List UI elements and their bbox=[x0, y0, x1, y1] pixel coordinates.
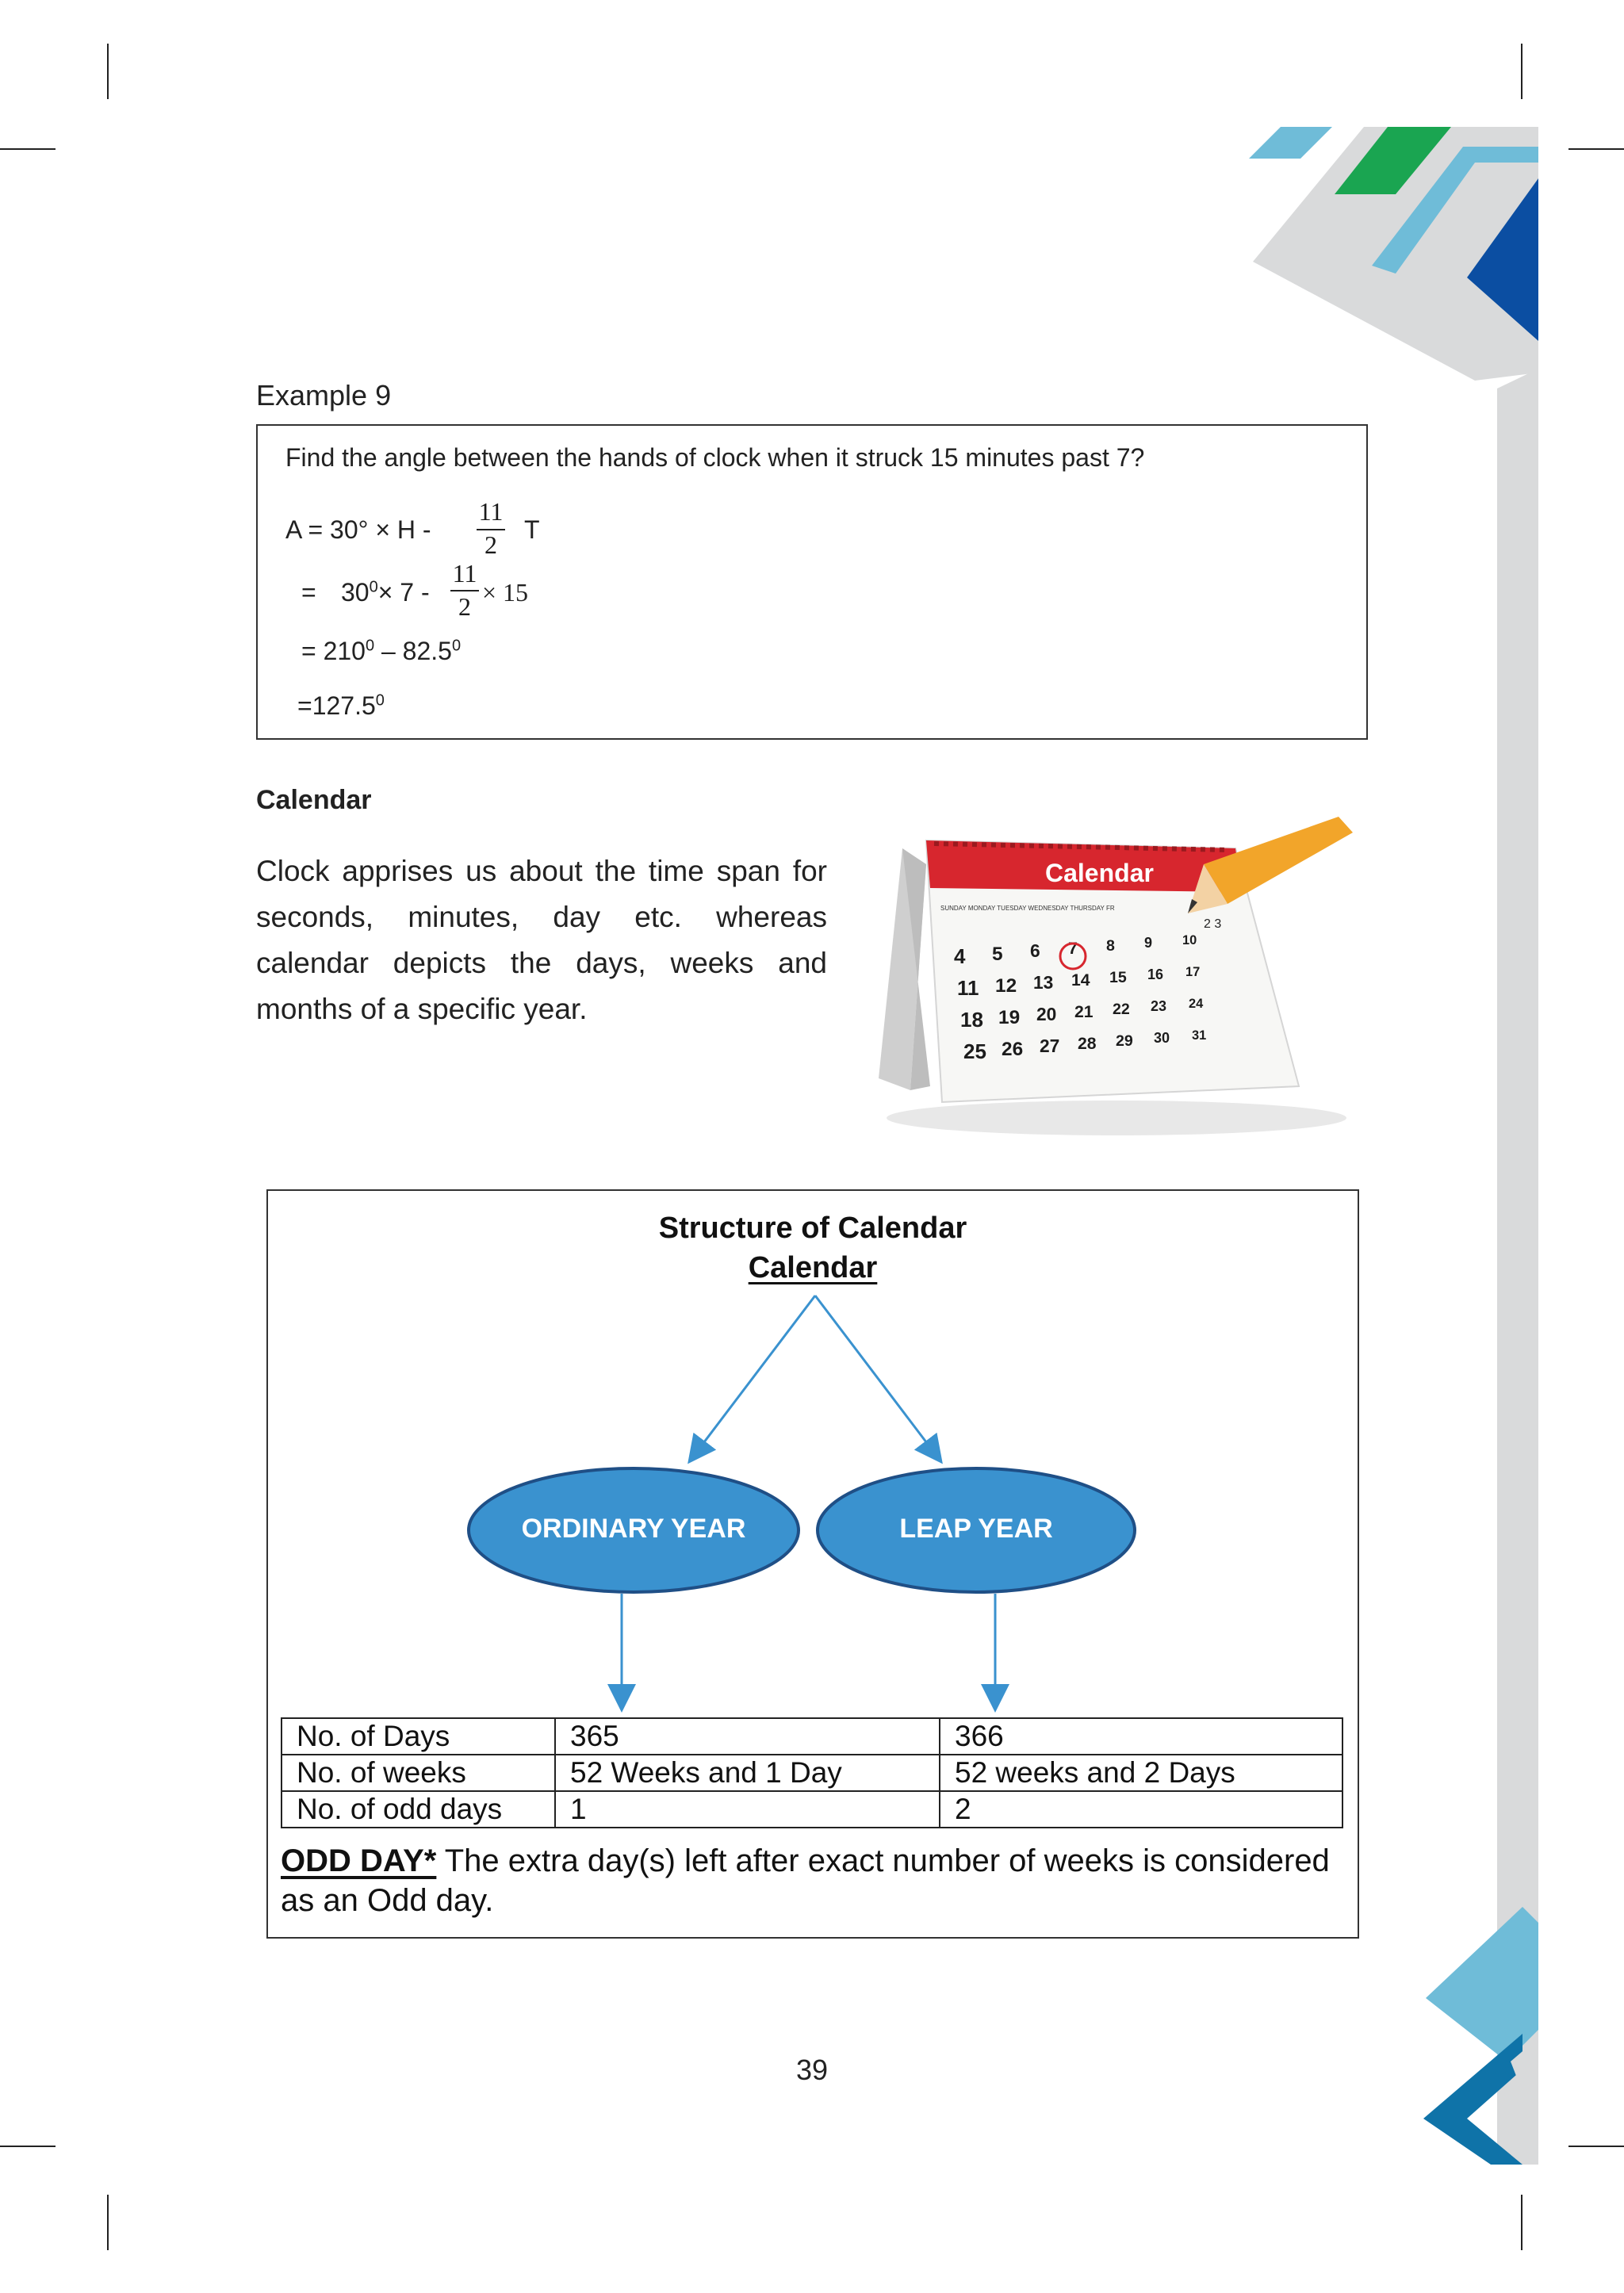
fraction-bar-2 bbox=[450, 590, 479, 591]
calendar-day-number: 10 bbox=[1182, 933, 1197, 947]
calendar-day-number: 18 bbox=[960, 1008, 983, 1032]
calendar-day-number: 14 bbox=[1071, 971, 1090, 990]
crop-mark bbox=[1521, 44, 1522, 99]
line3-minus: – 82.5 bbox=[374, 637, 452, 665]
calendar-day-number: 31 bbox=[1192, 1028, 1207, 1043]
crop-mark bbox=[0, 148, 56, 150]
formula-line-4 bbox=[297, 691, 385, 721]
ordinary-year-label: ORDINARY YEAR bbox=[521, 1514, 746, 1544]
calendar-image-title: Calendar bbox=[1045, 859, 1154, 887]
structure-subtitle-text: Calendar bbox=[748, 1251, 878, 1284]
calendar-day-number: 11 bbox=[957, 976, 979, 1000]
calendar-day-number: 8 bbox=[1106, 937, 1115, 955]
table-cell: 366 bbox=[940, 1718, 1342, 1755]
crop-mark bbox=[1568, 2146, 1624, 2147]
structure-subtitle bbox=[268, 1251, 1358, 1285]
table-cell: 52 Weeks and 1 Day bbox=[555, 1755, 940, 1791]
formula-line-2-body bbox=[341, 578, 430, 607]
calendar-day-number: 6 bbox=[1030, 940, 1040, 961]
structure-box bbox=[266, 1189, 1359, 1939]
arrow-to-ordinary bbox=[696, 1296, 815, 1453]
calendar-day-number: 16 bbox=[1147, 967, 1164, 982]
table-row bbox=[282, 1718, 1342, 1755]
calendar-day-number: 19 bbox=[998, 1007, 1021, 1028]
example-box bbox=[256, 424, 1368, 740]
formula-numerator-2: 11 bbox=[452, 559, 477, 588]
formula-line-1 bbox=[285, 515, 431, 545]
page-number: 39 bbox=[795, 2054, 829, 2086]
odd-day-text: The extra day(s) left after exact number of weeks is considered as an Odd day. bbox=[281, 1843, 1330, 1918]
calendar-day-number: 4 bbox=[954, 944, 966, 968]
table-cell: No. of odd days bbox=[282, 1791, 555, 1828]
leap-year-label: LEAP YEAR bbox=[899, 1514, 1053, 1544]
calendar-day-number: 25 bbox=[963, 1039, 986, 1063]
formula-prefix: A = 30° × H - bbox=[285, 515, 431, 544]
table-cell: 2 bbox=[940, 1791, 1342, 1828]
degree-sup: 0 bbox=[369, 578, 378, 596]
formula-numerator: 11 bbox=[478, 497, 504, 526]
odd-day-note bbox=[281, 1841, 1343, 1920]
structure-title: Structure of Calendar bbox=[658, 1212, 967, 1245]
calendar-day-number: 29 bbox=[1116, 1032, 1133, 1050]
calendar-day-number: 13 bbox=[1033, 972, 1054, 993]
table-row bbox=[282, 1791, 1342, 1828]
calendar-weekdays: SUNDAY MONDAY TUESDAY WEDNESDAY THURSDAY FR bbox=[940, 905, 1115, 912]
calendar-day-number: 21 bbox=[1074, 1003, 1094, 1021]
crop-mark bbox=[0, 2146, 56, 2147]
table-cell: 52 weeks and 2 Days bbox=[940, 1755, 1342, 1791]
degree-sup: 0 bbox=[365, 637, 375, 655]
formula-suffix: T bbox=[524, 515, 540, 544]
example-question: Find the angle between the hands of clock when it struck 15 minutes past 7? bbox=[285, 443, 1145, 472]
degree-sup: 0 bbox=[375, 691, 385, 710]
calendar-day-number: 5 bbox=[992, 944, 1003, 965]
crop-mark bbox=[1521, 2195, 1522, 2250]
table-cell: No. of Days bbox=[282, 1718, 555, 1755]
calendar-day-number: 12 bbox=[995, 975, 1017, 997]
crop-mark bbox=[107, 2195, 109, 2250]
table-row bbox=[282, 1755, 1342, 1791]
formula-line-2 bbox=[301, 578, 316, 607]
year-info-table bbox=[281, 1717, 1343, 1828]
calendar-day-number: 15 bbox=[1109, 969, 1127, 986]
calendar-heading: Calendar bbox=[256, 785, 372, 815]
formula-denominator: 2 bbox=[485, 530, 497, 559]
equals-sign: = bbox=[301, 578, 316, 607]
calendar-day-number: 23 bbox=[1151, 998, 1167, 1014]
calendar-day-number: 22 bbox=[1113, 1001, 1130, 1018]
table-cell: 1 bbox=[555, 1791, 940, 1828]
arrow-to-leap bbox=[815, 1296, 934, 1453]
crop-mark bbox=[107, 44, 109, 99]
degree-sup: 0 bbox=[451, 637, 462, 655]
odd-day-term: ODD DAY* bbox=[281, 1843, 437, 1878]
result-value: =127.5 bbox=[297, 691, 376, 720]
multiply-part: × 7 - bbox=[377, 578, 430, 607]
calendar-top-partial: 2 3 bbox=[1204, 917, 1222, 931]
base-value: 30 bbox=[341, 578, 370, 607]
calendar-day-number: 28 bbox=[1078, 1035, 1097, 1053]
table-cell: No. of weeks bbox=[282, 1755, 555, 1791]
calendar-day-number: 7 bbox=[1068, 940, 1078, 958]
calendar-day-number: 30 bbox=[1154, 1030, 1170, 1046]
calendar-day-number: 20 bbox=[1036, 1004, 1057, 1024]
line3-value: = 210 bbox=[301, 637, 366, 665]
calendar-day-number: 26 bbox=[1002, 1039, 1024, 1060]
formula-suffix-2: × 15 bbox=[482, 578, 529, 607]
example-label: Example 9 bbox=[256, 379, 392, 412]
calendar-day-number: 24 bbox=[1189, 997, 1204, 1011]
table-cell: 365 bbox=[555, 1718, 940, 1755]
calendar-paragraph: Clock apprises us about the time span for seconds, minutes, day etc. whereas calendar depicts the days, weeks and months of a specific year. bbox=[256, 855, 827, 1025]
calendar-day-number: 9 bbox=[1144, 935, 1153, 951]
calendar-day-number: 27 bbox=[1040, 1035, 1060, 1056]
formula-line-3 bbox=[301, 637, 461, 666]
calendar-illustration bbox=[855, 817, 1353, 1142]
calendar-day-number: 17 bbox=[1185, 965, 1201, 979]
formula-denominator-2: 2 bbox=[458, 592, 471, 621]
crop-mark bbox=[1568, 148, 1624, 150]
